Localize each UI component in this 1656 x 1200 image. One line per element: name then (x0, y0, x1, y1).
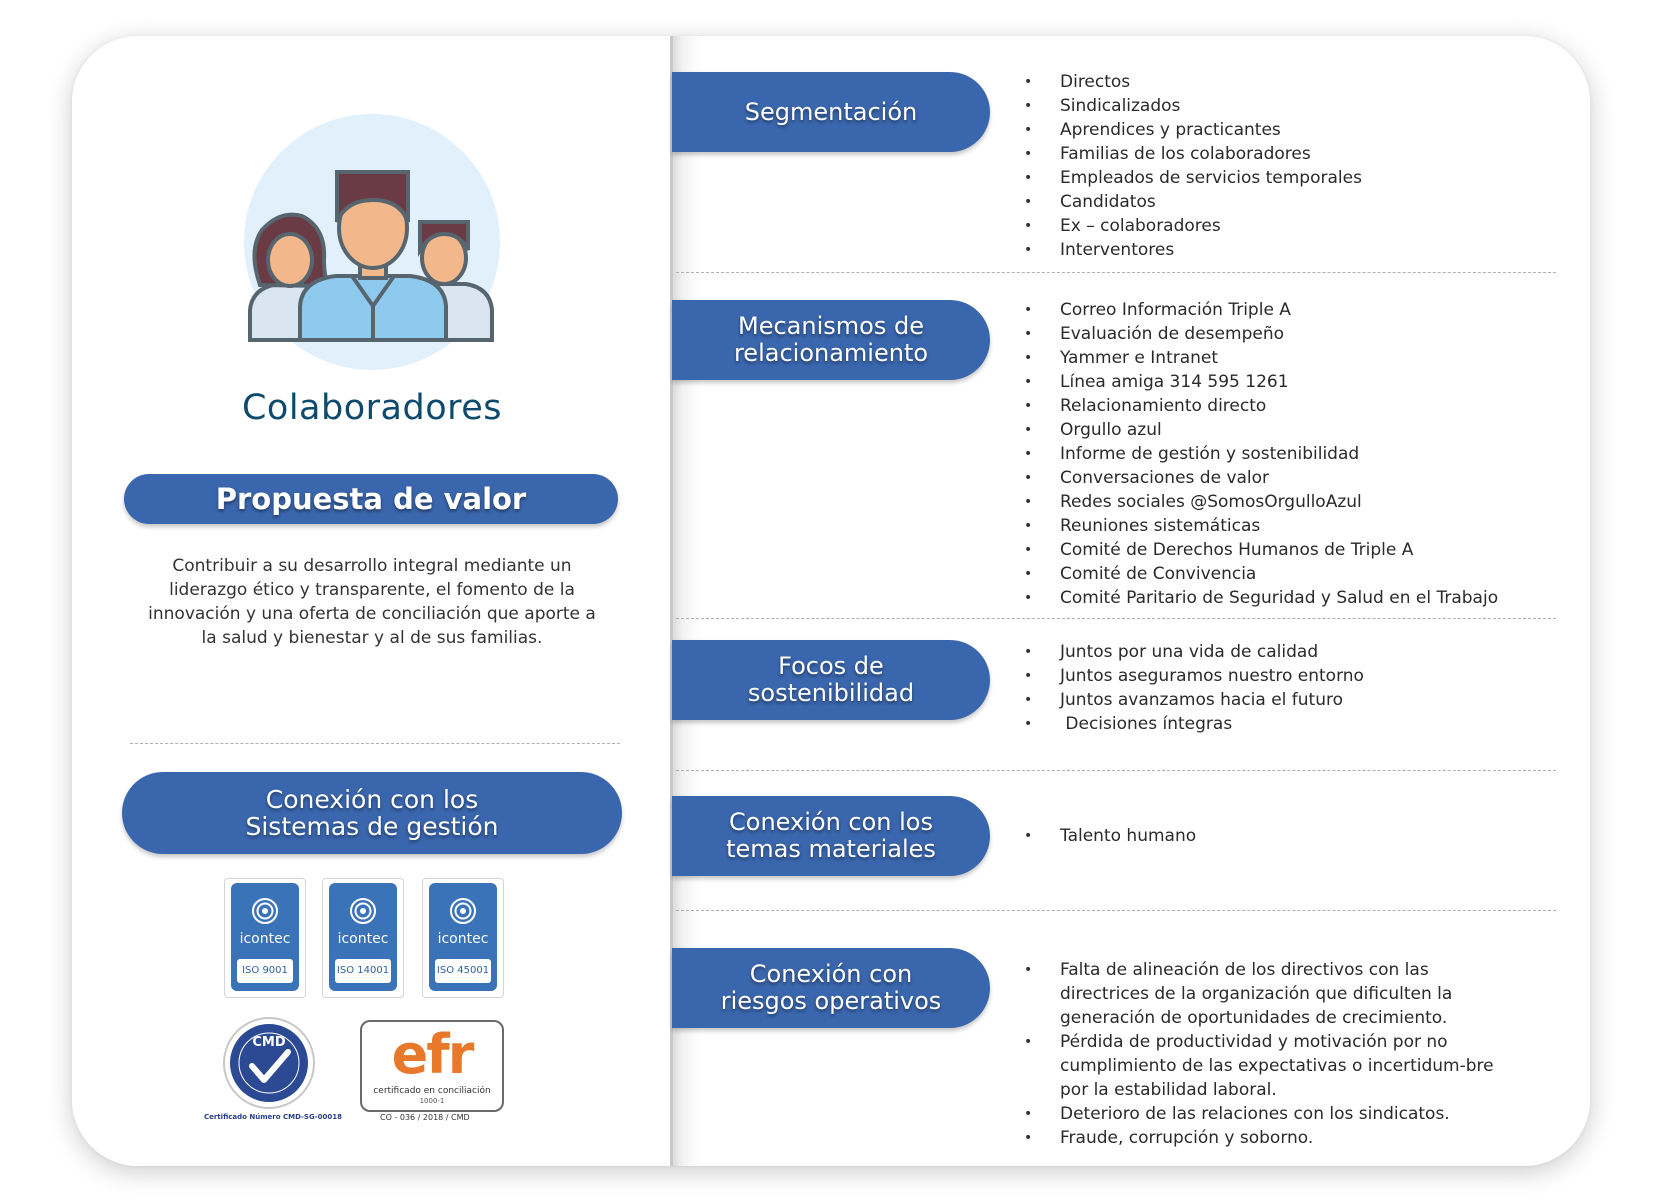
list-item: • Familias de los colaboradores (1024, 142, 1504, 166)
divider (130, 743, 620, 744)
list-item: • Evaluación de desempeño (1024, 322, 1534, 346)
list-item: • Decisiones íntegras (1024, 712, 1504, 736)
efr-caption: CO - 036 / 2018 / CMD (380, 1113, 470, 1122)
list-item: • Candidatos (1024, 190, 1504, 214)
relationship-mechanisms-list (1024, 298, 1534, 610)
icontec-logo-icon (349, 897, 377, 925)
list-item: • Informe de gestión y sostenibilidad (1024, 442, 1534, 466)
cmd-caption: Certificado Número CMD-SG-00018 (204, 1113, 342, 1121)
relationship-mechanisms-heading (672, 300, 990, 380)
segmentation-list (1024, 70, 1504, 262)
efr-logo: efr (391, 1023, 473, 1086)
page-title: Colaboradores (241, 388, 502, 428)
efr-subtitle: certificado en conciliación (373, 1086, 491, 1096)
list-item: • Reuniones sistemáticas (1024, 514, 1534, 538)
icontec-logo-icon (251, 897, 279, 925)
list-item: • Directos (1024, 70, 1504, 94)
iso-brand: icontec (239, 931, 291, 947)
material-topics-heading-label: Conexión con los temas materiales (726, 808, 936, 863)
iso-9001-badge (224, 878, 306, 998)
list-item: • Relacionamiento directo (1024, 394, 1534, 418)
list-item: • Redes sociales @SomosOrgulloAzul (1024, 490, 1534, 514)
list-item: • Comité Paritario de Seguridad y Salud en el Trabajo (1024, 586, 1534, 610)
list-item: • Comité de Convivencia (1024, 562, 1534, 586)
segmentation-heading (672, 72, 990, 152)
iso-brand: icontec (437, 931, 489, 947)
value-proposition-text: Contribuir a su desarrollo integral mediante un liderazgo ético y transparente, el fomento de la innovación y una oferta de conciliación que aporte a la salud y bienestar y al de sus familias. (148, 556, 596, 648)
operational-risks-list (1024, 958, 1512, 1150)
collaborators-group-icon (240, 110, 504, 374)
list-item: • Conversaciones de valor (1024, 466, 1534, 490)
cmd-certification-seal-icon (222, 1016, 316, 1110)
divider (676, 618, 1556, 619)
list-item: • Talento humano (1024, 824, 1504, 848)
list-item: • Yammer e Intranet (1024, 346, 1534, 370)
systems-heading-label: Conexión con los Sistemas de gestión (245, 785, 499, 841)
operational-risks-heading (672, 948, 990, 1028)
systems-heading (122, 772, 622, 854)
iso-45001-badge (422, 878, 504, 998)
material-topics-list (1024, 824, 1504, 848)
list-item: • Fraude, corrupción y soborno. (1024, 1126, 1512, 1150)
list-item: • Empleados de servicios temporales (1024, 166, 1504, 190)
iso-label: ISO 45001 (435, 959, 491, 983)
list-item: • Ex – colaboradores (1024, 214, 1504, 238)
material-topics-heading (672, 796, 990, 876)
list-item: • Falta de alineación de los directivos con las directrices de la organización que dificulten la generación de oportunidades de crecimiento. (1024, 958, 1512, 1030)
list-item: • Aprendices y practicantes (1024, 118, 1504, 142)
icontec-logo-icon (449, 897, 477, 925)
list-item: • Juntos avanzamos hacia el futuro (1024, 688, 1504, 712)
left-panel (72, 36, 672, 1166)
list-item: • Juntos por una vida de calidad (1024, 640, 1504, 664)
segmentation-heading-label: Segmentación (744, 97, 918, 126)
iso-label: ISO 9001 (237, 959, 293, 983)
iso-14001-badge (322, 878, 404, 998)
cmd-logo-text: CMD (252, 1035, 286, 1050)
list-item: • Comité de Derechos Humanos de Triple A (1024, 538, 1534, 562)
divider (676, 910, 1556, 911)
divider (676, 770, 1556, 771)
operational-risks-heading-label: Conexión con riesgos operativos (720, 960, 942, 1015)
iso-brand: icontec (337, 931, 389, 947)
efr-certification-badge (360, 1020, 504, 1112)
efr-number: 1000-1 (419, 1097, 445, 1105)
value-proposition-heading: Propuesta de valor (124, 474, 618, 524)
list-item: • Línea amiga 314 595 1261 (1024, 370, 1534, 394)
list-item: • Deterioro de las relaciones con los sindicatos. (1024, 1102, 1512, 1126)
divider (676, 272, 1556, 273)
stakeholder-card (72, 36, 1590, 1166)
list-item: • Orgullo azul (1024, 418, 1534, 442)
list-item: • Juntos aseguramos nuestro entorno (1024, 664, 1504, 688)
list-item: • Interventores (1024, 238, 1504, 262)
sustainability-focus-list (1024, 640, 1504, 736)
iso-label: ISO 14001 (335, 959, 391, 983)
list-item: • Pérdida de productividad y motivación por no cumplimiento de las expectativas o incertidum-bre por la estabilidad laboral. (1024, 1030, 1512, 1102)
sustainability-focus-heading-label: Focos de sostenibilidad (747, 652, 915, 707)
list-item: • Correo Información Triple A (1024, 298, 1534, 322)
list-item: • Sindicalizados (1024, 94, 1504, 118)
relationship-mechanisms-heading-label: Mecanismos de relacionamiento (733, 312, 929, 367)
sustainability-focus-heading (672, 640, 990, 720)
